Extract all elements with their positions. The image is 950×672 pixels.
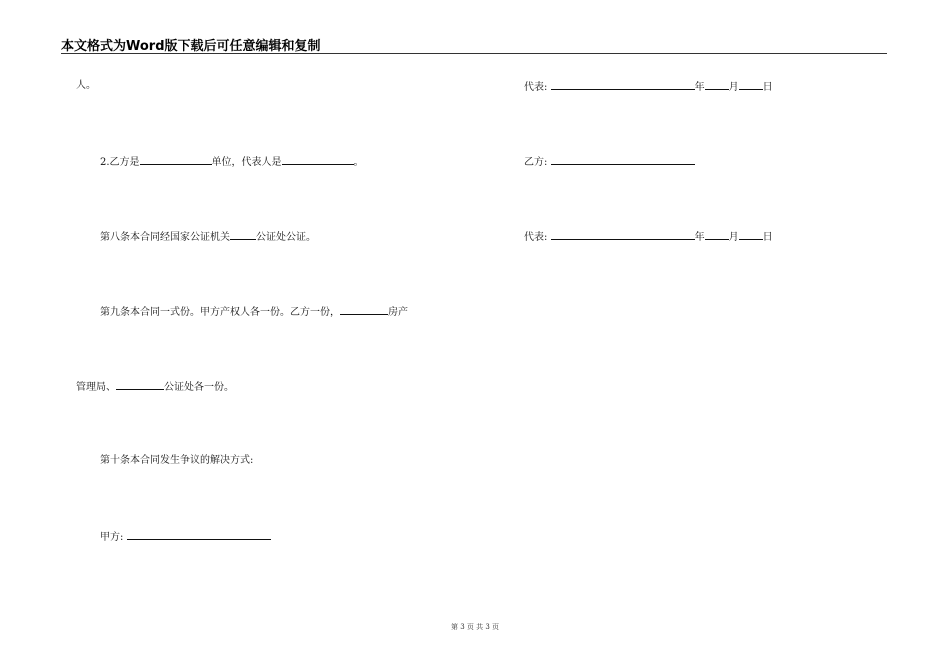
article-ten-line xyxy=(100,454,253,468)
page-footer xyxy=(0,622,950,632)
day-label: 日 xyxy=(762,82,773,93)
text-fragment: 第八条本合同经国家公证机关 xyxy=(100,232,230,243)
page-header xyxy=(61,33,887,54)
housing-blank xyxy=(340,304,388,315)
representative-blank xyxy=(282,154,354,165)
year-label: 年 xyxy=(694,82,705,93)
party-b-line xyxy=(524,154,695,170)
text-fragment: 2.乙方是 xyxy=(100,157,140,168)
month-blank xyxy=(705,229,729,240)
month-label: 月 xyxy=(728,232,739,243)
text-fragment: 。 xyxy=(353,157,364,168)
representative-blank xyxy=(551,79,695,90)
text-line-ren xyxy=(76,79,96,93)
page-number: 第 3 页 共 3 页 xyxy=(450,623,500,631)
text-fragment: 单位，代表人是 xyxy=(211,157,282,168)
representative-label: 代表: xyxy=(524,82,548,93)
text-fragment: 房产 xyxy=(388,307,408,318)
party-a-blank xyxy=(127,529,271,540)
text-fragment: 管理局、 xyxy=(76,382,116,393)
representative-date-line xyxy=(524,229,773,245)
month-blank xyxy=(705,79,729,90)
party-b-unit-line xyxy=(100,154,364,170)
day-label: 日 xyxy=(762,232,773,243)
text-fragment: 人。 xyxy=(76,80,96,91)
notary-office-blank xyxy=(116,379,164,390)
text-fragment: 第十条本合同发生争议的解决方式: xyxy=(100,455,254,466)
party-b-label: 乙方: xyxy=(524,157,548,168)
representative-label: 代表: xyxy=(524,232,548,243)
notary-blank xyxy=(230,229,256,240)
text-fragment: 第九条本合同一式份。甲方产权人各一份。乙方一份， xyxy=(100,307,340,318)
month-label: 月 xyxy=(728,82,739,93)
article-nine-continued-line xyxy=(76,379,234,395)
party-b-blank xyxy=(551,154,695,165)
text-fragment: 公证处各一份。 xyxy=(164,382,234,393)
header-title: 本文格式为Word版下载后可任意编辑和复制 xyxy=(61,39,321,54)
day-blank xyxy=(739,79,763,90)
representative-blank xyxy=(551,229,695,240)
year-label: 年 xyxy=(694,232,705,243)
article-eight-line xyxy=(100,229,316,245)
article-nine-line xyxy=(100,304,408,320)
representative-date-line xyxy=(524,79,773,95)
day-blank xyxy=(739,229,763,240)
party-a-line xyxy=(100,529,271,545)
party-a-label: 甲方: xyxy=(100,532,124,543)
text-fragment: 公证处公证。 xyxy=(256,232,316,243)
unit-blank xyxy=(140,154,212,165)
